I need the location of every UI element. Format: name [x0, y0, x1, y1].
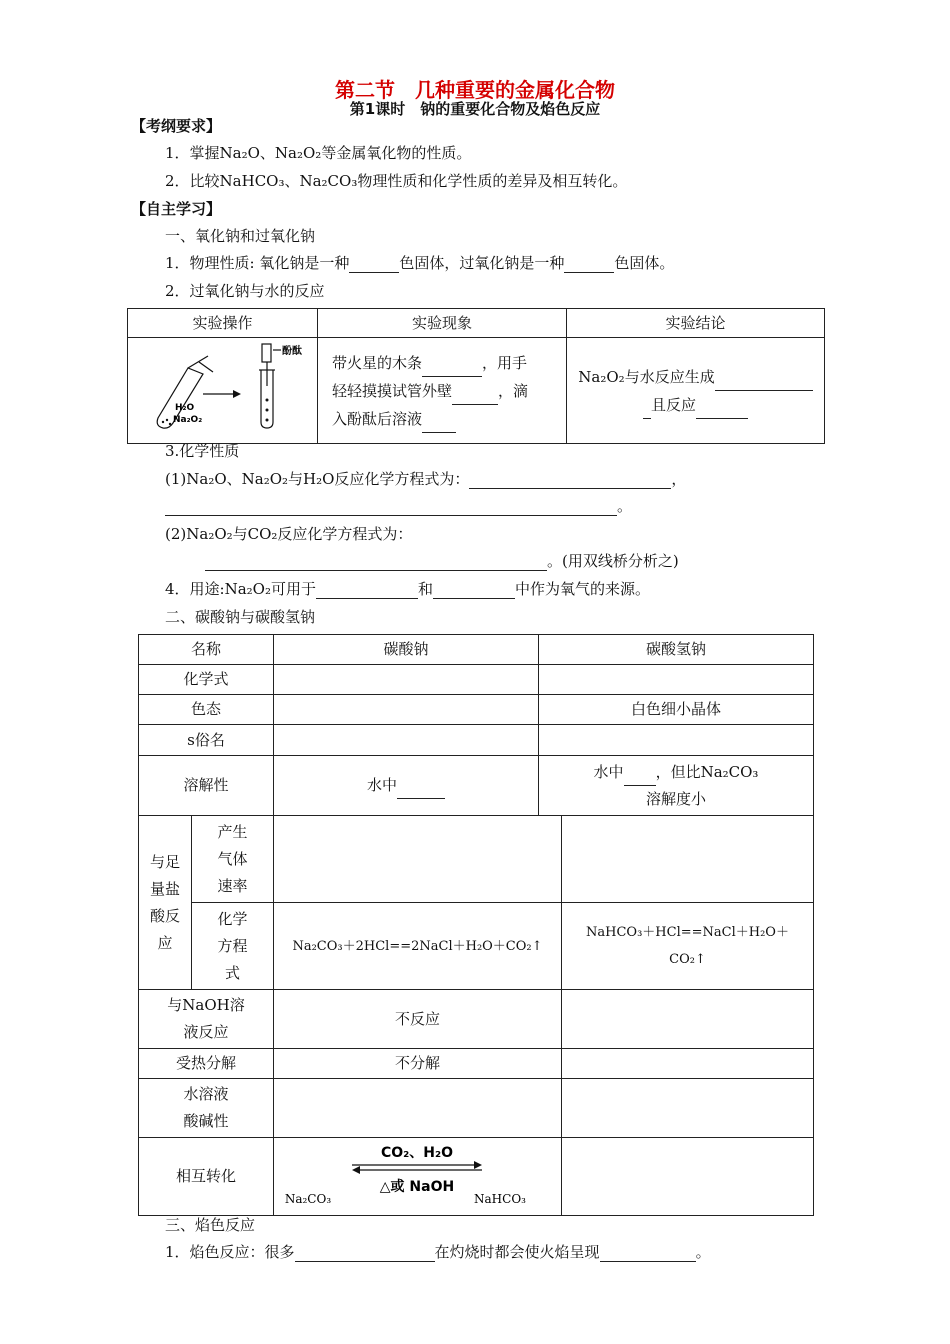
chem-heading: 3.化学性质: [165, 442, 240, 460]
sec3-heading: 三、焰色反应: [165, 1216, 256, 1234]
zizhu-heading: 【自主学习】: [131, 200, 222, 218]
label-water: H₂O: [174, 403, 194, 413]
comparison-table-lower: [138, 815, 814, 1216]
sec1-physical: 1．物理性质: 氧化钠是一种 色固体，过氧化钠是一种 色固体。: [165, 254, 675, 272]
experiment-table: [127, 308, 825, 444]
row-heat: 受热分解: [139, 1049, 274, 1079]
row-common-name: s俗名: [139, 725, 274, 756]
label-phenolphthalein: 酚酞: [281, 346, 302, 357]
row-conversion: 相互转化: [139, 1138, 274, 1216]
chem-q2-line2: 。(用双线桥分析之): [165, 550, 679, 571]
heat-na2co3: 不分解: [274, 1049, 562, 1079]
conversion-left: Na₂CO₃: [284, 1191, 332, 1206]
col-header-na2co3: 碳酸钠: [274, 635, 539, 665]
page-title: 第二节 几种重要的金属化合物: [335, 78, 615, 102]
comparison-table: [138, 634, 814, 816]
row-color: 色态: [139, 695, 274, 725]
col-header-nahco3: 碳酸氢钠: [539, 635, 814, 665]
exp-header-conclusion: 实验结论: [567, 309, 825, 338]
row-solubility: 溶解性: [139, 756, 274, 816]
chem-q1: (1)Na₂O、Na₂O₂与H₂O反应化学方程式为： ，: [165, 470, 687, 488]
page-subtitle: 第1课时 钠的重要化合物及焰色反应: [349, 100, 601, 118]
row-gas-rate: 产生 气体 速率: [192, 816, 274, 903]
conversion-arrows: [274, 1139, 560, 1215]
kaogang-heading: 【考纲要求】: [131, 117, 222, 135]
exp-header-phenomenon: 实验现象: [318, 309, 567, 338]
row-acidity: 水溶液 酸碱性: [139, 1079, 274, 1138]
exp-header-operation: 实验操作: [128, 309, 318, 338]
chem-q2: (2)Na₂O₂与CO₂反应化学方程式为：: [165, 525, 413, 543]
solubility-nahco3: 水中 ，但比Na₂CO₃ 溶解度小: [539, 756, 814, 816]
row-naoh: 与NaOH溶 液反应: [139, 990, 274, 1049]
chem-q1-line2: 。: [165, 495, 632, 516]
sec1-reaction-title: 2．过氧化钠与水的反应: [165, 282, 325, 300]
label-sodium-peroxide: Na₂O₂: [172, 415, 202, 425]
sec3-flame: 1．焰色反应：很多 在灼烧时都会使火焰呈现 。: [165, 1243, 711, 1261]
conversion-top-label: CO₂、H₂O: [380, 1144, 454, 1161]
conversion-bottom-label: △或 NaOH: [379, 1178, 455, 1195]
kaogang-item-1: 1．掌握Na₂O、Na₂O₂等金属氧化物的性质。: [165, 144, 472, 162]
sec2-heading: 二、碳酸钠与碳酸氢钠: [165, 608, 316, 626]
exp-conclusion-cell: Na₂O₂与水反应生成 且反应: [567, 338, 825, 444]
row-hcl-group: 与足 量盐 酸反 应: [139, 816, 192, 990]
kaogang-item-2: 2．比较NaHCO₃、Na₂CO₃物理性质和化学性质的差异及相互转化。: [165, 172, 628, 190]
row-equation: 化学 方程 式: [192, 903, 274, 990]
chem-use: 4．用途:Na₂O₂可用于 和 中作为氧气的来源。: [165, 580, 651, 598]
exp-diagram-cell: [128, 338, 318, 444]
equation-na2co3: Na₂CO₃＋2HCl==2NaCl＋H₂O＋CO₂↑: [274, 903, 562, 990]
col-header-name: 名称: [139, 635, 274, 665]
solubility-na2co3: 水中: [274, 756, 539, 816]
equation-nahco3: NaHCO₃＋HCl==NaCl＋H₂O＋ CO₂↑: [562, 903, 814, 990]
color-nahco3: 白色细小晶体: [539, 695, 814, 725]
conversion-right: NaHCO₃: [474, 1191, 526, 1206]
naoh-na2co3: 不反应: [274, 990, 562, 1049]
conversion-cell: [274, 1138, 562, 1216]
row-formula: 化学式: [139, 665, 274, 695]
sec1-heading: 一、氧化钠和过氧化钠: [165, 227, 316, 245]
exp-phenomenon-cell: 带火星的木条 ，用手 轻轻摸摸试管外壁 ，滴 入酚酞后溶液: [318, 338, 567, 444]
test-tube-diagram: [133, 338, 313, 434]
